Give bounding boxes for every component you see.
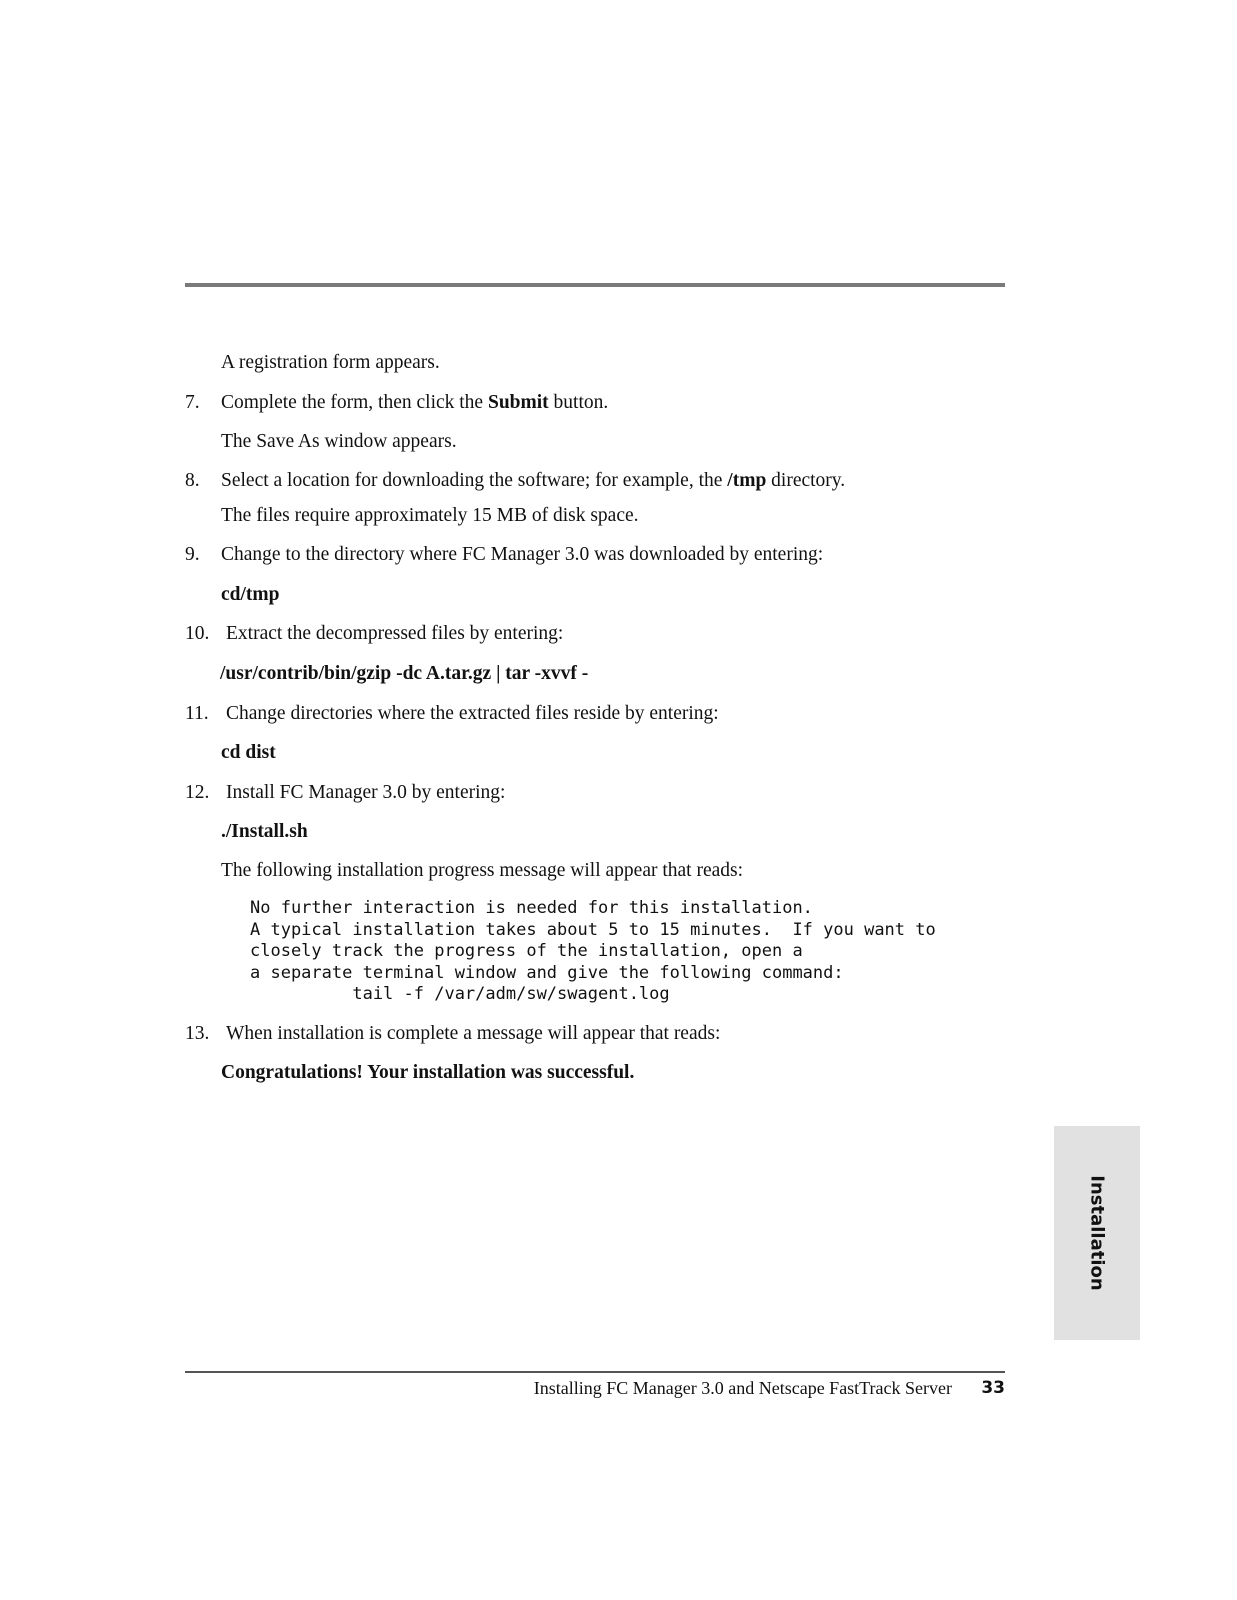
step-9-text: Change to the directory where FC Manager 3.0 was downloaded by entering: (221, 544, 824, 565)
step-12-text: Install FC Manager 3.0 by entering: (226, 782, 506, 803)
cd-tmp-command: cd/tmp (221, 584, 280, 605)
progress-line: tail -f /var/adm/sw/swagent.log (250, 984, 670, 1005)
step-number-12: 12. (185, 782, 210, 803)
step-13-text: When installation is complete a message will appear that reads: (226, 1023, 721, 1044)
page-number: 33 (981, 1378, 1005, 1398)
install-command: ./Install.sh (221, 821, 308, 842)
section-side-tab (1054, 1126, 1140, 1340)
progress-line: A typical installation takes about 5 to 15 minutes. If you want to (250, 919, 936, 940)
success-message: Congratulations! Your installation was successful. (221, 1062, 635, 1083)
step-number-7: 7. (185, 392, 200, 413)
step-number-11: 11. (185, 703, 209, 724)
step-11-text: Change directories where the extracted files reside by entering: (226, 703, 719, 724)
step-7-text-post: button. (548, 392, 609, 413)
disk-space-note: The files require approximately 15 MB of disk space. (221, 505, 639, 526)
cd-dist-command: cd dist (221, 742, 276, 763)
step-7-text-pre: Complete the form, then click the (221, 392, 488, 413)
progress-line: No further interaction is needed for this installation. (250, 898, 813, 918)
progress-line: a separate terminal window and give the following command: (250, 962, 844, 983)
footer-rule (185, 1371, 1005, 1373)
step-number-13: 13. (185, 1023, 210, 1044)
progress-message-block (250, 898, 936, 1006)
step-number-10: 10. (185, 623, 210, 644)
step-number-9: 9. (185, 544, 200, 565)
intro-text: A registration form appears. (221, 352, 440, 373)
step-number-8: 8. (185, 470, 200, 491)
step-7-text (221, 391, 608, 415)
header-rule (185, 283, 1005, 287)
footer-title: Installing FC Manager 3.0 and Netscape FastTrack Server (533, 1378, 952, 1398)
step-10-text: Extract the decompressed files by entering: (226, 623, 564, 644)
progress-intro: The following installation progress message will appear that reads: (221, 860, 744, 881)
step-8-text (221, 469, 845, 493)
save-as-note: The Save As window appears. (221, 431, 457, 452)
side-tab-label: Installation (1086, 1175, 1108, 1291)
extract-command: /usr/contrib/bin/gzip -dc A.tar.gz | tar -xvvf - (220, 663, 589, 684)
tmp-label: /tmp (727, 470, 767, 491)
submit-label: Submit (487, 392, 549, 413)
progress-line: closely track the progress of the installation, open a (250, 941, 803, 962)
step-8-text-post: directory. (766, 470, 846, 491)
step-8-text-pre: Select a location for downloading the software; for example, the (221, 470, 728, 491)
